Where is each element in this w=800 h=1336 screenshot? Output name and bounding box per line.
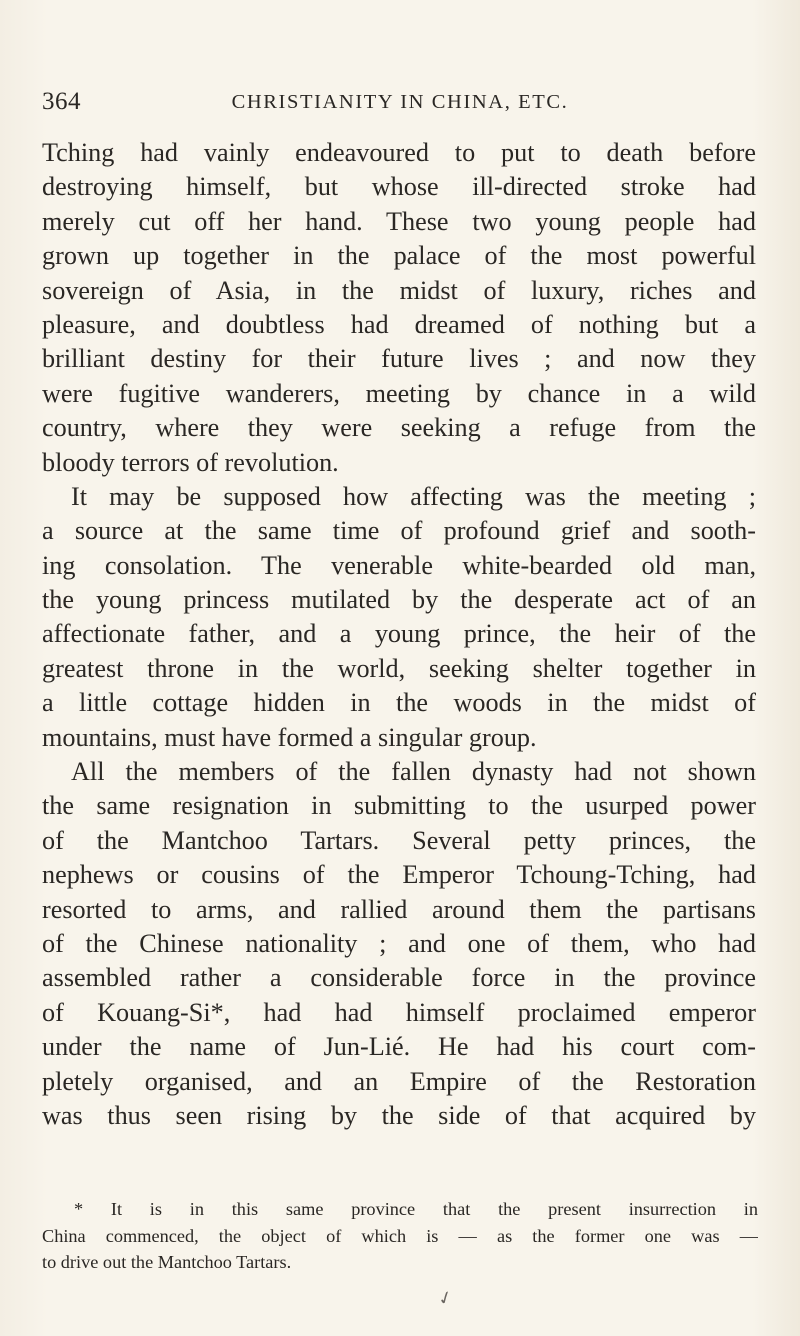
text-line: nephews or cousins of the Emperor Tchoung-Tching, had: [42, 860, 756, 890]
text-line: mountains, must have formed a singular group.: [42, 722, 537, 752]
text-line: destroying himself, but whose ill-directed stroke had: [42, 172, 756, 202]
text-line: a source at the same time of profound grief and sooth-: [42, 516, 756, 546]
running-head: CHRISTIANITY IN CHINA, ETC.: [231, 91, 569, 113]
body-text: [42, 136, 756, 1133]
text-line: the young princess mutilated by the desperate act of an: [42, 585, 756, 615]
page-number: 364: [42, 88, 81, 115]
text-line: sovereign of Asia, in the midst of luxury, riches and: [42, 275, 756, 305]
text-line: of Kouang-Si*, had had himself proclaimed emperor: [42, 997, 756, 1027]
text-line: assembled rather a considerable force in the province: [42, 963, 756, 993]
stray-mark: ✓: [434, 1286, 456, 1311]
text-line: grown up together in the palace of the most powerful: [42, 241, 756, 271]
text-line: Tching had vainly endeavoured to put to death before: [42, 138, 756, 167]
text-line: greatest throne in the world, seeking shelter together in: [42, 653, 756, 683]
text-line: merely cut off her hand. These two young people had: [42, 206, 756, 236]
text-line: pleasure, and doubtless had dreamed of nothing but a: [42, 309, 756, 339]
text-line: brilliant destiny for their future lives ; and now they: [42, 344, 756, 374]
footnote-line: China commenced, the object of which is — as the former one was —: [42, 1225, 758, 1246]
text-line: affectionate father, and a young prince, the heir of the: [42, 619, 756, 649]
text-line: ing consolation. The venerable white-bearded old man,: [42, 550, 756, 580]
text-line: was thus seen rising by the side of that acquired by: [42, 1100, 756, 1130]
footnote-line: to drive out the Mantchoo Tartars.: [42, 1252, 292, 1272]
text-line: It may be supposed how affecting was the meeting ;: [71, 481, 756, 511]
text-line: country, where they were seeking a refuge from the: [42, 413, 756, 443]
text-line: resorted to arms, and rallied around them the partisans: [42, 894, 756, 924]
page-header: [42, 88, 758, 128]
text-line: of the Mantchoo Tartars. Several petty princes, the: [42, 825, 756, 855]
footnote-line: * It is in this same province that the present insurrection in: [74, 1199, 758, 1219]
text-line: bloody terrors of revolution.: [42, 447, 339, 477]
text-line: the same resignation in submitting to the usurped power: [42, 791, 756, 821]
footnote: [42, 1196, 758, 1276]
text-line: a little cottage hidden in the woods in the midst of: [42, 688, 756, 718]
text-line: were fugitive wanderers, meeting by chance in a wild: [42, 378, 756, 408]
text-line: All the members of the fallen dynasty had not shown: [71, 757, 756, 787]
text-line: pletely organised, and an Empire of the Restoration: [42, 1066, 756, 1096]
text-line: under the name of Jun-Lié. He had his court com-: [42, 1032, 756, 1062]
text-line: of the Chinese nationality ; and one of them, who had: [42, 928, 756, 958]
